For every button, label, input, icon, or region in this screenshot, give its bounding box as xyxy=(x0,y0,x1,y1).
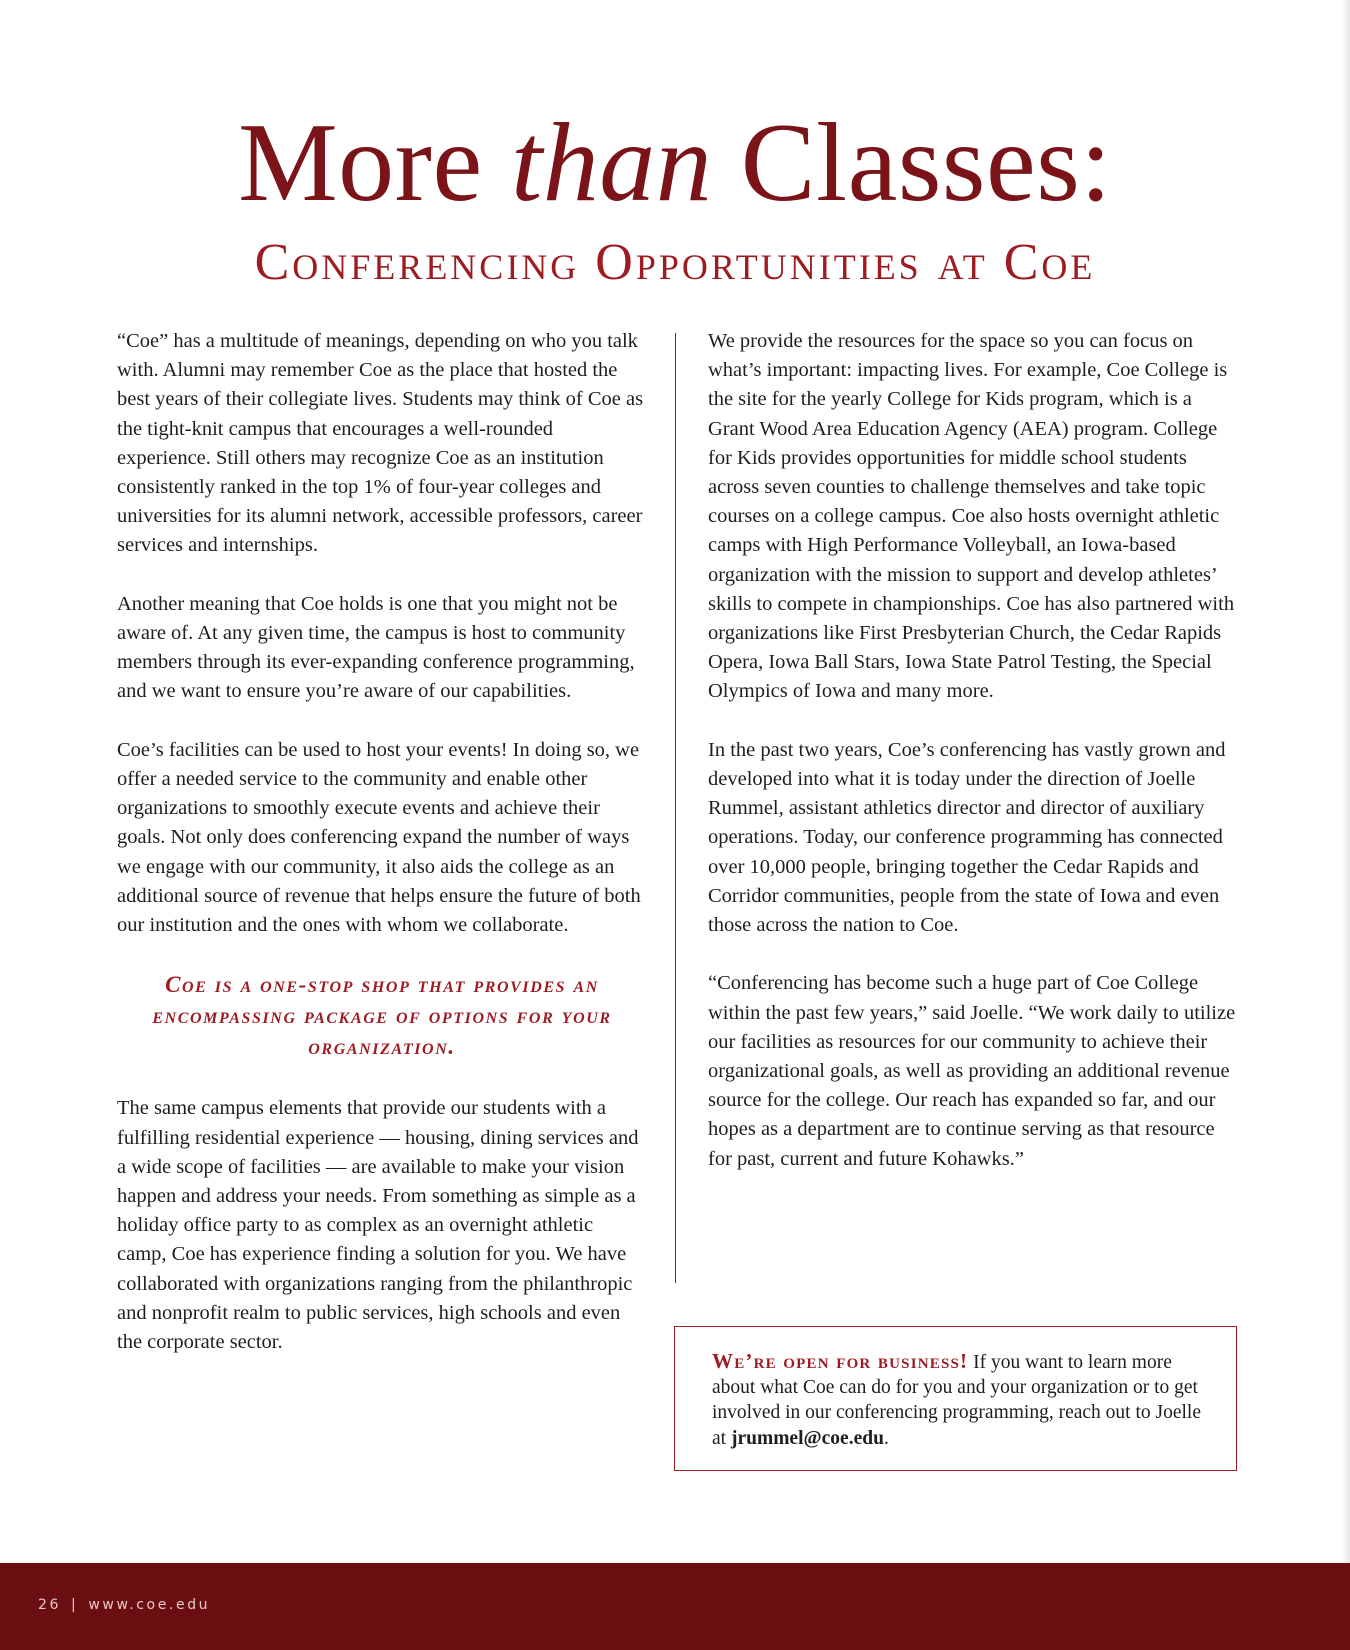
left-paragraph-3: Coe’s facilities can be used to host your events! In doing so, we offer a needed service to the community and enable other organizations to smoothly execute events and achieve their goals. Not only does conferencing expand the number of ways we engage with our community, it also aids the college as an additional source of revenue that helps ensure the future of both our institution and the ones with whom we collaborate. xyxy=(117,738,641,937)
column-divider xyxy=(675,333,676,1283)
footer-bar xyxy=(0,1563,1350,1650)
page-title xyxy=(0,98,1350,228)
pull-quote: Coe is a one-stop shop that provides an encompassing package of options for your organization. xyxy=(152,972,612,1060)
footer-text xyxy=(38,1597,210,1613)
title-italic-word: than xyxy=(511,101,713,225)
left-paragraph-1: “Coe” has a multitude of meanings, depending on who you talk with. Alumni may remember Coe as the place that hosted the best years of their collegiate lives. Students may think of Coe as the tight-knit campus that encourages a well-rounded experience. Still others may recognize Coe as an institution consistently ranked in the top 1% of four-year colleges and universities for its alumni network, accessible professors, career services and internships. xyxy=(117,330,644,557)
right-paragraph-2: In the past two years, Coe’s conferencing has vastly grown and developed into what it is today under the direction of Joelle Rummel, assistant athletics director and director of auxiliary operations. Today, our conference programming has connected over 10,000 people, bringing together the Cedar Rapids and Corridor communities, people from the state of Iowa and even those across the nation to Coe. xyxy=(708,738,1226,937)
right-column xyxy=(708,327,1243,1203)
callout-heading: We’re open for business! xyxy=(712,1349,969,1373)
footer-separator: | xyxy=(71,1597,79,1613)
contact-callout-box xyxy=(674,1326,1237,1471)
left-paragraph-2: Another meaning that Coe holds is one that you might not be aware of. At any given time, the campus is host to community members through its ever-expanding conference programming, and we want to ensure you’re aware of our capabilities. xyxy=(117,592,635,703)
left-paragraph-4: The same campus elements that provide our students with a fulfilling residential experience — housing, dining services and a wide scope of facilities — are available to make your vision happen and address your needs. From something as simple as a holiday office party to as complex as an overnight athletic camp, Coe has experience finding a solution for you. We have collaborated with organizations ranging from the philanthropic and nonprofit realm to public services, high schools and even the corporate sector. xyxy=(117,1097,639,1354)
right-paragraph-3: “Conferencing has become such a huge part of Coe College within the past few years,” said Joelle. “We work daily to utilize our facilities as resources for our community to achieve their organizational goals, as well as providing an additional revenue source for the college. Our reach has expanded so far, and our hopes as a department are to continue serving as that resource for past, current and future Kohawks.” xyxy=(708,972,1236,1170)
left-column xyxy=(117,327,647,1386)
contact-email-link[interactable]: jrummel@coe.edu xyxy=(730,1427,884,1449)
callout-end: . xyxy=(883,1427,889,1449)
page-number: 26 xyxy=(38,1597,62,1613)
right-paragraph-1: We provide the resources for the space so you can focus on what’s important: impacting lives. For example, Coe College is the site for the yearly College for Kids program, which is a Grant Wood Area Education Agency (AEA) program. College for Kids provides opportunities for middle school students across seven counties to challenge themselves and take topic courses on a college campus. Coe also hosts overnight athletic camps with High Performance Volleyball, an Iowa-based organization with the mission to support and develop athletes’ skills to compete in championships. Coe has also partnered with organizations like First Presbyterian Church, the Cedar Rapids Opera, Iowa Ball Stars, Iowa State Patrol Testing, the Special Olympics of Iowa and many more. xyxy=(708,330,1235,703)
callout-body: If you want to learn more about what Coe can do for you and your organization or to get involved in our conferencing programming, reach out to Joelle at xyxy=(712,1352,1201,1449)
title-part2: Classes: xyxy=(712,101,1112,225)
page-subtitle: Conferencing Opportunities at Coe xyxy=(254,234,1096,291)
website-link[interactable]: www.coe.edu xyxy=(88,1597,211,1613)
title-part1: More xyxy=(238,101,512,225)
